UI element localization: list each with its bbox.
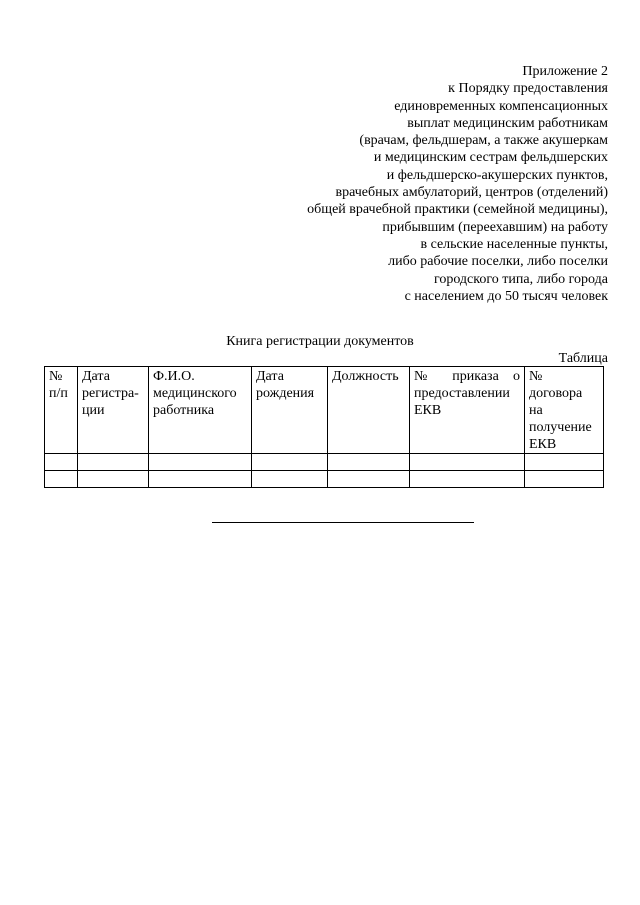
table-cell — [328, 454, 410, 471]
header-position: Должность — [328, 367, 410, 454]
table-cell — [78, 471, 149, 488]
table-cell — [328, 471, 410, 488]
table-row — [45, 454, 604, 471]
separator-line — [212, 522, 474, 523]
appendix-line: единовременных компенсационных — [394, 98, 608, 114]
appendix-line: Приложение 2 — [522, 64, 608, 79]
header-full-name: Ф.И.О. медицинского работника — [149, 367, 252, 454]
table-row — [45, 471, 604, 488]
appendix-block — [188, 63, 608, 305]
table-cell — [45, 454, 78, 471]
appendix-line: (врачам, фельдшерам, а также акушеркам — [359, 133, 608, 149]
appendix-line: в сельские населенные пункты, — [420, 236, 608, 252]
header-number: № п/п — [45, 367, 78, 454]
appendix-line: врачебных амбулаторий, центров (отделений) — [335, 185, 608, 201]
appendix-line: городского типа, либо города — [433, 271, 608, 287]
table-cell — [525, 454, 604, 471]
appendix-line: общей врачебной практики (семейной медицины), — [307, 202, 608, 218]
appendix-line: с населением до 50 тысяч человек — [404, 288, 608, 304]
appendix-line: прибывшим (переехавшим) на работу — [382, 219, 608, 235]
table-label: Таблица — [558, 351, 608, 366]
document-title: Книга регистрации документов — [226, 334, 414, 349]
header-contract-number: № договора на получение ЕКВ — [525, 367, 604, 454]
header-registration-date: Дата регистра-ции — [78, 367, 149, 454]
table-cell — [149, 454, 252, 471]
table-cell — [410, 471, 525, 488]
table-cell — [78, 454, 149, 471]
appendix-line: либо рабочие поселки, либо поселки — [388, 254, 608, 270]
registration-table — [44, 366, 604, 488]
table-cell — [45, 471, 78, 488]
header-order-number: № приказа о предоставлении ЕКВ — [410, 367, 525, 454]
appendix-line: выплат медицинским работникам — [407, 115, 608, 131]
table-header-row — [45, 367, 604, 454]
table-cell — [149, 471, 252, 488]
table-cell — [252, 454, 328, 471]
table-cell — [252, 471, 328, 488]
appendix-line: и фельдшерско-акушерских пунктов, — [386, 167, 608, 183]
appendix-line: к Порядку предоставления — [448, 81, 608, 97]
appendix-line: и медицинским сестрам фельдшерских — [373, 150, 608, 166]
table-cell — [410, 454, 525, 471]
table-cell — [525, 471, 604, 488]
header-birth-date: Дата рождения — [252, 367, 328, 454]
